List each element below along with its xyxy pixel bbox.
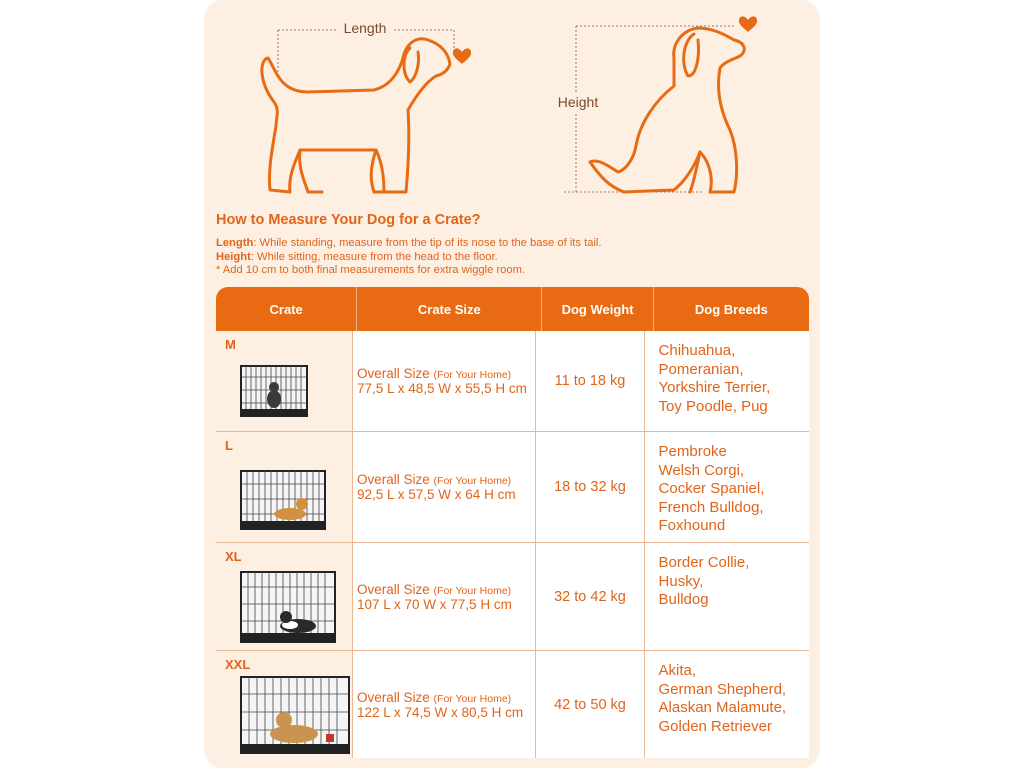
breed-item: Cocker Spaniel, xyxy=(658,480,765,497)
wiggle-room-note: * Add 10 cm to both final measurements for extra wiggle room. xyxy=(216,264,526,277)
crate-size-cell xyxy=(353,651,536,758)
dog-breeds xyxy=(645,432,809,542)
header-dog-weight: Dog Weight xyxy=(542,287,653,331)
height-instruction xyxy=(216,251,816,265)
guide-title: How to Measure Your Dog for a Crate? xyxy=(216,212,481,228)
table-header xyxy=(216,287,809,331)
length-label: Length xyxy=(343,20,387,36)
for-home-label: (For Your Home) xyxy=(433,475,512,487)
breed-item: Toy Poodle, Pug xyxy=(658,397,768,415)
size-label: M xyxy=(225,337,236,352)
for-home-label: (For Your Home) xyxy=(433,369,512,381)
overall-size-label: Overall Size xyxy=(357,689,430,705)
size-label: XXL xyxy=(225,657,251,672)
breed-item: Alaskan Malamute, xyxy=(658,699,787,716)
header-crate-size: Crate Size xyxy=(357,287,542,331)
measurement-illustration xyxy=(204,0,820,205)
overall-size-label: Overall Size xyxy=(357,366,430,381)
breed-item: Welsh Corgi, xyxy=(658,461,745,479)
crate-dimensions: 122 L x 74,5 W x 80,5 H cm xyxy=(357,704,524,720)
size-label: XL xyxy=(225,549,242,564)
heart-icon xyxy=(453,48,471,64)
crate-size-cell xyxy=(353,331,536,431)
dog-crate-collie-icon xyxy=(240,571,336,643)
breed-item: Foxhound xyxy=(658,517,726,534)
table-row xyxy=(216,651,809,758)
breed-item: French Bulldog, xyxy=(658,498,764,516)
breed-item: Yorkshire Terrier, xyxy=(658,379,771,396)
crate-dimensions: 92,5 L x 57,5 W x 64 H cm xyxy=(357,487,516,502)
table-row xyxy=(216,543,809,651)
crate-cell xyxy=(216,432,353,542)
breed-item: German Shepherd, xyxy=(658,680,787,698)
crate-dimensions: 77,5 L x 48,5 W x 55,5 H cm xyxy=(357,381,527,396)
overall-size-label: Overall Size xyxy=(357,472,430,487)
for-home-label: (For Your Home) xyxy=(433,692,512,705)
standing-dog-icon xyxy=(262,39,450,192)
dog-crate-corgi-icon xyxy=(240,470,326,530)
crate-size-cell xyxy=(353,543,536,650)
crate-dimensions: 107 L x 70 W x 77,5 H cm xyxy=(357,596,512,612)
breed-item: Akita, xyxy=(658,662,697,679)
dog-breeds xyxy=(645,543,809,650)
length-instruction xyxy=(216,237,816,251)
size-label: L xyxy=(225,438,233,453)
length-text: : While standing, measure from the tip of its nose to the base of its tail. xyxy=(253,237,602,249)
header-crate: Crate xyxy=(216,287,357,331)
breed-item: Bulldog xyxy=(658,591,709,608)
dog-breeds xyxy=(645,331,809,431)
height-term: Height xyxy=(216,250,251,263)
dog-breeds xyxy=(645,651,809,758)
crate-cell xyxy=(216,331,353,431)
breed-item: Pomeranian, xyxy=(658,360,744,378)
height-text: : While sitting, measure from the head to the floor. xyxy=(250,250,498,263)
dog-weight: 32 to 42 kg xyxy=(536,543,644,650)
breed-item: Border Collie, xyxy=(658,554,750,571)
breed-item: Pembroke xyxy=(658,443,727,460)
crate-size-table xyxy=(216,287,809,758)
sitting-dog-icon xyxy=(590,28,744,192)
header-dog-breeds: Dog Breeds xyxy=(694,301,768,317)
dog-crate-golden-retriever-icon xyxy=(240,676,350,754)
breed-item: Chihuahua, xyxy=(658,342,736,359)
dog-weight: 18 to 32 kg xyxy=(536,432,644,542)
breed-item: Golden Retriever xyxy=(658,717,772,735)
crate-size-cell xyxy=(353,432,536,542)
dog-weight: 42 to 50 kg xyxy=(536,651,644,758)
crate-cell xyxy=(216,543,353,650)
dog-crate-small-dog-icon xyxy=(240,365,308,417)
length-term: Length xyxy=(216,237,254,249)
overall-size-label: Overall Size xyxy=(357,581,430,597)
dog-weight: 11 to 18 kg xyxy=(536,331,644,431)
measure-guide xyxy=(216,212,816,278)
crate-cell xyxy=(216,651,353,758)
table-row xyxy=(216,331,809,432)
table-row xyxy=(216,432,809,543)
for-home-label: (For Your Home) xyxy=(433,584,512,597)
breed-item: Husky, xyxy=(658,572,704,590)
heart-icon xyxy=(739,16,757,32)
height-label: Height xyxy=(557,94,599,110)
